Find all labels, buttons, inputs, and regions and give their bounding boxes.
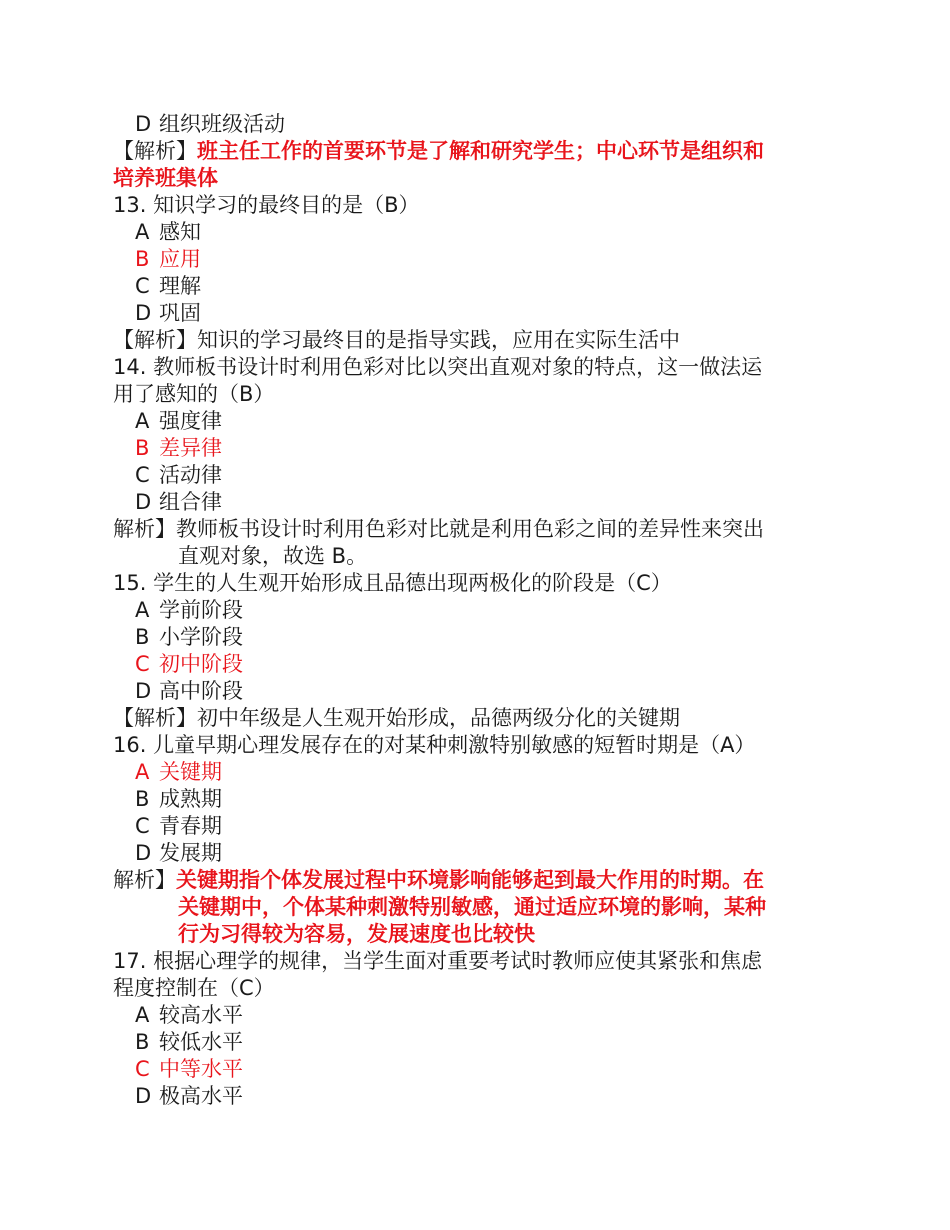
option-letter: B [135,1030,150,1054]
option-text: 较低水平 [159,1030,243,1054]
option-letter: A [135,409,150,433]
q14-analysis-continued: 直观对象，故选 B。 [178,544,368,568]
option-text: 小学阶段 [159,625,243,649]
question-17-stem-continued: 程度控制在（C） [113,976,275,1000]
analysis-text: 知识的学习最终目的是指导实践，应用在实际生活中 [197,328,680,352]
q13-option-d [135,300,201,327]
q13-option-c [135,273,201,300]
option-text: 成熟期 [159,787,222,811]
q13-analysis [113,327,680,354]
q15-option-a [135,597,243,624]
option-text: 应用 [159,247,201,271]
question-14-stem: 14. 教师板书设计时利用色彩对比以突出直观对象的特点，这一做法运 [113,355,763,379]
option-letter: A [135,220,150,244]
option-text: 活动律 [159,463,222,487]
option-text: 发展期 [159,841,222,865]
option-text: 青春期 [159,814,222,838]
q16-option-d [135,840,222,867]
option-text: 学前阶段 [159,598,243,622]
q16-option-a-correct [135,759,222,786]
q16-option-c [135,813,222,840]
question-16-stem: 16. 儿童早期心理发展存在的对某种刺激特别敏感的短暂时期是（A） [113,733,756,757]
q16-analysis-continued-1: 关键期中，个体某种刺激特别敏感，通过适应环境的影响，某种 [178,895,766,919]
analysis-label: 【解析】 [113,706,197,730]
option-d [135,111,285,138]
option-text: 强度律 [159,409,222,433]
question-14-stem-continued: 用了感知的（B） [113,382,275,406]
option-letter: C [135,274,150,298]
option-letter: D [135,301,152,325]
option-text: 初中阶段 [159,652,243,676]
option-letter: A [135,1003,150,1027]
q14-option-b-correct [135,435,222,462]
q14-option-d [135,489,222,516]
option-text: 较高水平 [159,1003,243,1027]
option-letter: C [135,814,150,838]
analysis-text: 班主任工作的首要环节是了解和研究学生；中心环节是组织和 [197,139,764,163]
analysis-text: 关键期指个体发展过程中环境影响能够起到最大作用的时期。在 [176,868,764,892]
option-text: 组合律 [159,490,222,514]
q14-option-c [135,462,222,489]
q17-option-d [135,1083,243,1110]
option-text: 极高水平 [159,1084,243,1108]
option-letter: D [135,112,152,136]
q17-option-a [135,1002,243,1029]
option-letter: C [135,652,150,676]
option-text: 高中阶段 [159,679,243,703]
question-15-stem: 15. 学生的人生观开始形成且品德出现两极化的阶段是（C） [113,571,672,595]
q16-analysis [113,867,764,894]
option-letter: D [135,1084,152,1108]
option-letter: B [135,787,150,811]
q15-option-d [135,678,243,705]
option-letter: B [135,436,150,460]
question-13-stem: 13. 知识学习的最终目的是（B） [113,193,420,217]
analysis-label: 【解析】 [113,328,197,352]
option-letter: A [135,598,150,622]
q14-analysis [113,516,764,543]
q16-analysis-continued-2: 行为习得较为容易，发展速度也比较快 [178,922,535,946]
option-text: 中等水平 [159,1057,243,1081]
q15-analysis [113,705,680,732]
option-letter: A [135,760,150,784]
analysis-text: 初中年级是人生观开始形成，品德两级分化的关键期 [197,706,680,730]
q17-option-c-correct [135,1056,243,1083]
q13-option-a [135,219,201,246]
analysis-text-continued: 培养班集体 [113,166,218,190]
q16-option-b [135,786,222,813]
analysis-label: 【解析】 [113,139,197,163]
option-text: 关键期 [159,760,222,784]
option-letter: D [135,841,152,865]
q13-option-b-correct [135,246,201,273]
option-text: 组织班级活动 [159,112,285,136]
option-text: 感知 [159,220,201,244]
q15-option-c-correct [135,651,243,678]
analysis-line [113,138,764,165]
q15-option-b [135,624,243,651]
q14-option-a [135,408,222,435]
option-letter: C [135,1057,150,1081]
option-letter: D [135,679,152,703]
q17-option-b [135,1029,243,1056]
analysis-text: 教师板书设计时利用色彩对比就是利用色彩之间的差异性来突出 [176,517,764,541]
analysis-label: 解析】 [113,517,176,541]
option-letter: C [135,463,150,487]
option-letter: B [135,247,150,271]
analysis-label: 解析】 [113,868,176,892]
option-text: 理解 [159,274,201,298]
option-letter: D [135,490,152,514]
option-text: 差异律 [159,436,222,460]
question-17-stem: 17. 根据心理学的规律，当学生面对重要考试时教师应使其紧张和焦虑 [113,949,763,973]
option-text: 巩固 [159,301,201,325]
option-letter: B [135,625,150,649]
